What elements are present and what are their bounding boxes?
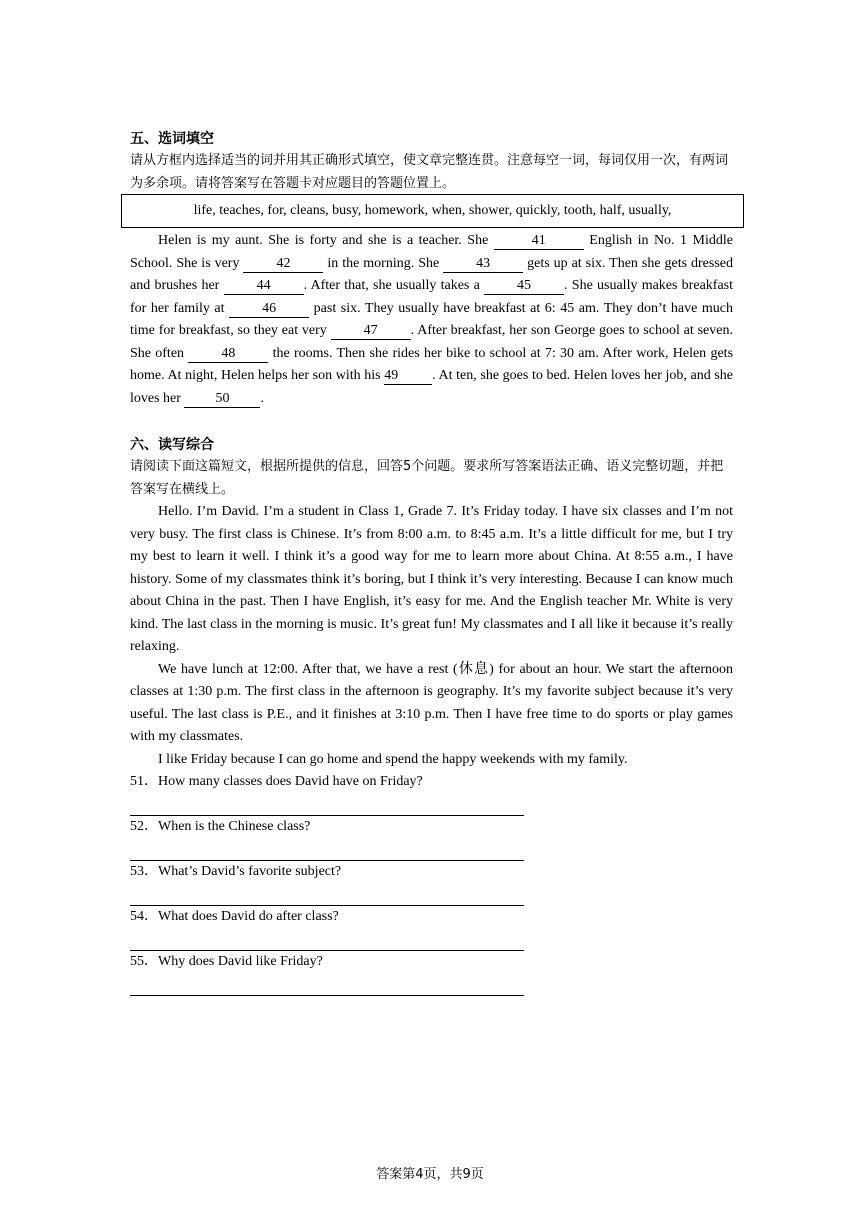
question-54: 54．What does David do after class? [130,909,339,924]
reading-paragraph-2: We have lunch at 12:00. After that, we have a rest (休息) for about an hour. We start the afternoon classes at 1:30 p.m. The first class in the afternoon is geography. It’s my favorite subject because it’s very useful. The last class is P.E., and it finishes at 3:10 p.m. Then I have free time to do sports or play games with my classmates. [130,661,733,744]
blank-45[interactable]: 45 [484,278,564,295]
blank-49[interactable]: 49 [384,368,432,385]
blank-42[interactable]: 42 [243,256,323,273]
passage-text: past six. They usually have breakfast at 6: 45 am. They don’t have much time for breakfast, so they eat very [130,300,733,338]
question-51: 51．How many classes does David have on Friday? [130,774,423,789]
answer-line-51[interactable] [130,793,524,816]
cloze-passage [130,230,733,410]
answer-line-54[interactable] [130,928,524,951]
section6-title: 六、读写综合 [130,437,214,453]
page-footer: 答案第4页，共9页 [376,1167,484,1182]
question-52: 52．When is the Chinese class? [130,819,311,834]
question-53: 53．What’s David’s favorite subject? [130,864,342,879]
reading-paragraph-1: Hello. I’m David. I’m a student in Class 1, Grade 7. It’s Friday today. I have six classes and I’m not very busy. The first class is Chinese. It’s from 8:00 a.m. to 8:45 a.m. It’s a little difficult for me, but I try my best to learn it well. I think it’s a good way for me to learn more about China. At 8:55 a.m., I have history. Some of my classmates think it’s boring, but I think it’s very interesting. Because I can know much about China in the past. Then I have English, it’s easy for me. And the English teacher Mr. White is very kind. The last class in the morning is music. It’s great fun! My classmates and I all like it because it’s really relaxing. [130,504,733,654]
answer-line-52[interactable] [130,838,524,861]
section5-title: 五、选词填空 [130,131,214,147]
section6 [130,434,733,996]
passage-text: . After breakfast, her son George goes to school at seven. She often [130,323,733,361]
answer-line-55[interactable] [130,973,524,996]
blank-46[interactable]: 46 [229,301,309,318]
cloze-paragraph [130,230,733,410]
question-55: 55．Why does David like Friday? [130,954,323,969]
passage-text: . At ten, she goes to bed. Helen loves her job, and she loves her [130,368,733,406]
section6-instruction: 请阅读下面这篇短文，根据所提供的信息，回答5个问题。要求所写答案语法正确、语义完整切题，并把答案写在横线上。 [130,459,724,497]
section5 [130,128,733,195]
reading-paragraph-3: I like Friday because I can go home and spend the happy weekends with my family. [158,751,628,767]
passage-text: English in No. 1 Middle School. She is very [130,233,733,271]
blank-41[interactable]: 41 [494,233,584,250]
blank-50[interactable]: 50 [184,391,260,408]
passage-text: gets up at six. Then she gets dressed and brushes her [130,255,734,293]
passage-text: the rooms. Then she rides her bike to school at 7: 30 am. After work, Helen gets home. At night, Helen helps her son with his [130,345,734,383]
blank-44[interactable]: 44 [224,278,304,295]
passage-text: Helen is my aunt. She is forty and she is a teacher. She [158,233,494,248]
passage-text: . After that, she usually takes a [303,278,485,293]
answer-line-53[interactable] [130,883,524,906]
word-box: life, teaches, for, cleans, busy, homework, when, shower, quickly, tooth, half, usually, [121,194,744,228]
section5-instruction: 请从方框内选择适当的词并用其正确形式填空，使文章完整连贯。注意每空一词，每词仅用一次，有两词为多余项。请将答案写在答题卡对应题目的答题位置上。 [130,153,729,191]
passage-text: in the morning. She [323,255,444,271]
blank-43[interactable]: 43 [443,256,523,273]
passage-text: . She usually makes breakfast for her family at [130,278,733,316]
blank-47[interactable]: 47 [331,323,411,340]
passage-text: . [260,390,264,406]
blank-48[interactable]: 48 [188,346,268,363]
